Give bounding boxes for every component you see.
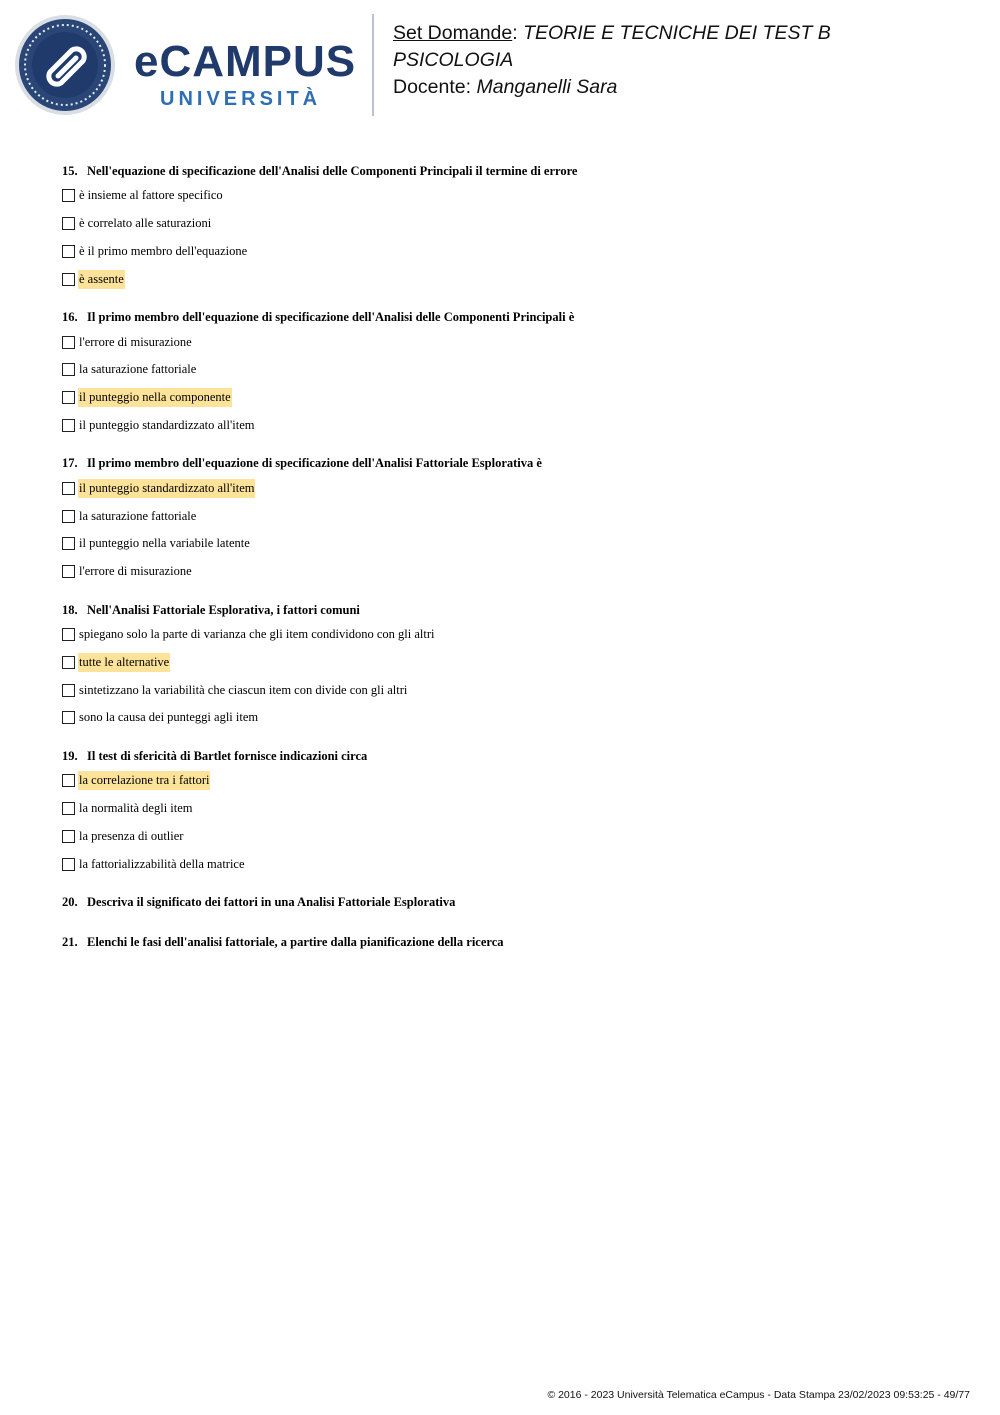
answer-option[interactable]: [62, 767, 962, 795]
question-title: [62, 891, 962, 913]
option-text-correct: il punteggio standardizzato all'item: [78, 479, 255, 498]
option-text: è il primo membro dell'equazione: [79, 243, 248, 258]
answer-option[interactable]: [62, 238, 962, 266]
checkbox[interactable]: [62, 802, 75, 815]
checkbox[interactable]: [62, 858, 75, 871]
checkbox[interactable]: [62, 711, 75, 724]
answer-option[interactable]: [62, 795, 962, 823]
answer-option[interactable]: [62, 328, 962, 356]
option-text: la saturazione fattoriale: [79, 508, 197, 523]
question-title: [62, 306, 962, 328]
checkbox[interactable]: [62, 774, 75, 787]
answer-option[interactable]: [62, 356, 962, 384]
option-text-correct: è assente: [78, 270, 125, 289]
subject-value: PSICOLOGIA: [393, 49, 514, 71]
option-text: il punteggio nella variabile latente: [79, 536, 250, 551]
option-text: la fattorializzabilità della matrice: [79, 856, 245, 871]
option-text: è insieme al fattore specifico: [79, 188, 223, 203]
question-number: 21.: [62, 934, 78, 949]
option-text: la saturazione fattoriale: [79, 362, 197, 377]
question-title: [62, 931, 962, 953]
checkbox[interactable]: [62, 391, 75, 404]
question-21: [62, 931, 962, 971]
answer-option[interactable]: [62, 265, 962, 293]
option-text-correct: tutte le alternative: [78, 653, 170, 672]
answer-option[interactable]: [62, 648, 962, 676]
question-number: 20.: [62, 894, 78, 909]
question-number: 17.: [62, 456, 78, 471]
answer-option[interactable]: [62, 704, 962, 732]
checkbox[interactable]: [62, 245, 75, 258]
question-title: [62, 452, 962, 474]
option-text: è correlato alle saturazioni: [79, 216, 212, 231]
answer-option[interactable]: [62, 822, 962, 850]
set-line: Set Domande: TEORIE E TECNICHE DEI TEST B: [393, 22, 831, 44]
checkbox[interactable]: [62, 830, 75, 843]
logo-wordmark: eCAMPUS: [134, 37, 357, 86]
checkbox[interactable]: [62, 217, 75, 230]
question-number: 19.: [62, 748, 78, 763]
set-label: Set Domande: [393, 22, 513, 44]
question-number: 18.: [62, 602, 78, 617]
subject-line: [393, 47, 831, 74]
checkbox[interactable]: [62, 482, 75, 495]
question-text: Descriva il significato dei fattori in una Analisi Fattoriale Esplorativa: [87, 894, 456, 909]
university-seal-icon: [14, 14, 116, 116]
checkbox[interactable]: [62, 628, 75, 641]
question-16: [62, 306, 962, 439]
option-text: sono la causa dei punteggi agli item: [79, 710, 259, 725]
option-text: la normalità degli item: [79, 800, 193, 815]
answer-option[interactable]: [62, 850, 962, 878]
teacher-label: Docente: [393, 76, 466, 98]
checkbox[interactable]: [62, 510, 75, 523]
teacher-line: Docente: Manganelli Sara: [393, 76, 618, 98]
option-text: la presenza di outlier: [79, 828, 184, 843]
option-text: il punteggio standardizzato all'item: [79, 417, 255, 432]
answer-option[interactable]: [62, 182, 962, 210]
answer-option[interactable]: [62, 530, 962, 558]
question-text: Elenchi le fasi dell'analisi fattoriale, a partire dalla pianificazione della ricerca: [87, 934, 504, 949]
answer-option[interactable]: [62, 558, 962, 586]
question-list: [62, 160, 962, 971]
checkbox[interactable]: [62, 273, 75, 286]
checkbox[interactable]: [62, 565, 75, 578]
option-text-correct: il punteggio nella componente: [78, 388, 232, 407]
question-17: [62, 452, 962, 585]
question-number: 16.: [62, 310, 78, 325]
header-divider: [372, 14, 374, 116]
checkbox[interactable]: [62, 656, 75, 669]
ecampus-logo: [14, 14, 357, 116]
page-footer: © 2016 - 2023 Università Telematica eCampus - Data Stampa 23/02/2023 09:53:25 - 49/77: [547, 1389, 970, 1401]
answer-option[interactable]: [62, 412, 962, 440]
answer-option[interactable]: [62, 502, 962, 530]
checkbox[interactable]: [62, 419, 75, 432]
question-title: [62, 599, 962, 621]
question-text: Il primo membro dell'equazione di specificazione dell'Analisi delle Componenti Principali è: [87, 310, 575, 325]
question-18: [62, 599, 962, 732]
option-text: l'errore di misurazione: [79, 564, 192, 579]
question-text: Il primo membro dell'equazione di specificazione dell'Analisi Fattoriale Esplorativa è: [87, 456, 542, 471]
option-text-correct: la correlazione tra i fattori: [78, 771, 210, 790]
document-header: [393, 20, 831, 101]
checkbox[interactable]: [62, 684, 75, 697]
question-text: Il test di sfericità di Bartlet fornisce indicazioni circa: [87, 748, 368, 763]
teacher-value: Manganelli Sara: [476, 76, 618, 98]
question-title: [62, 745, 962, 767]
question-number: 15.: [62, 164, 78, 178]
option-text: sintetizzano la variabilità che ciascun item con divide con gli altri: [79, 682, 408, 697]
question-20: [62, 891, 962, 931]
answer-option[interactable]: [62, 474, 962, 502]
answer-option[interactable]: [62, 210, 962, 238]
question-text: Nell'equazione di specificazione dell'Analisi delle Componenti Principali il termine di errore: [87, 164, 578, 178]
option-text: spiegano solo la parte di varianza che gli item condividono con gli altri: [79, 626, 435, 641]
question-19: [62, 745, 962, 878]
question-text: Nell'Analisi Fattoriale Esplorativa, i fattori comuni: [87, 602, 360, 617]
checkbox[interactable]: [62, 336, 75, 349]
logo-subtitle: UNIVERSITÀ: [160, 88, 322, 110]
question-15: [62, 160, 962, 293]
answer-option[interactable]: [62, 384, 962, 412]
checkbox[interactable]: [62, 363, 75, 376]
question-title: [62, 160, 962, 182]
checkbox[interactable]: [62, 537, 75, 550]
set-value: TEORIE E TECNICHE DEI TEST B: [523, 22, 831, 44]
option-text: l'errore di misurazione: [79, 334, 192, 349]
checkbox[interactable]: [62, 189, 75, 202]
answer-option[interactable]: [62, 676, 962, 704]
answer-option[interactable]: [62, 621, 962, 649]
